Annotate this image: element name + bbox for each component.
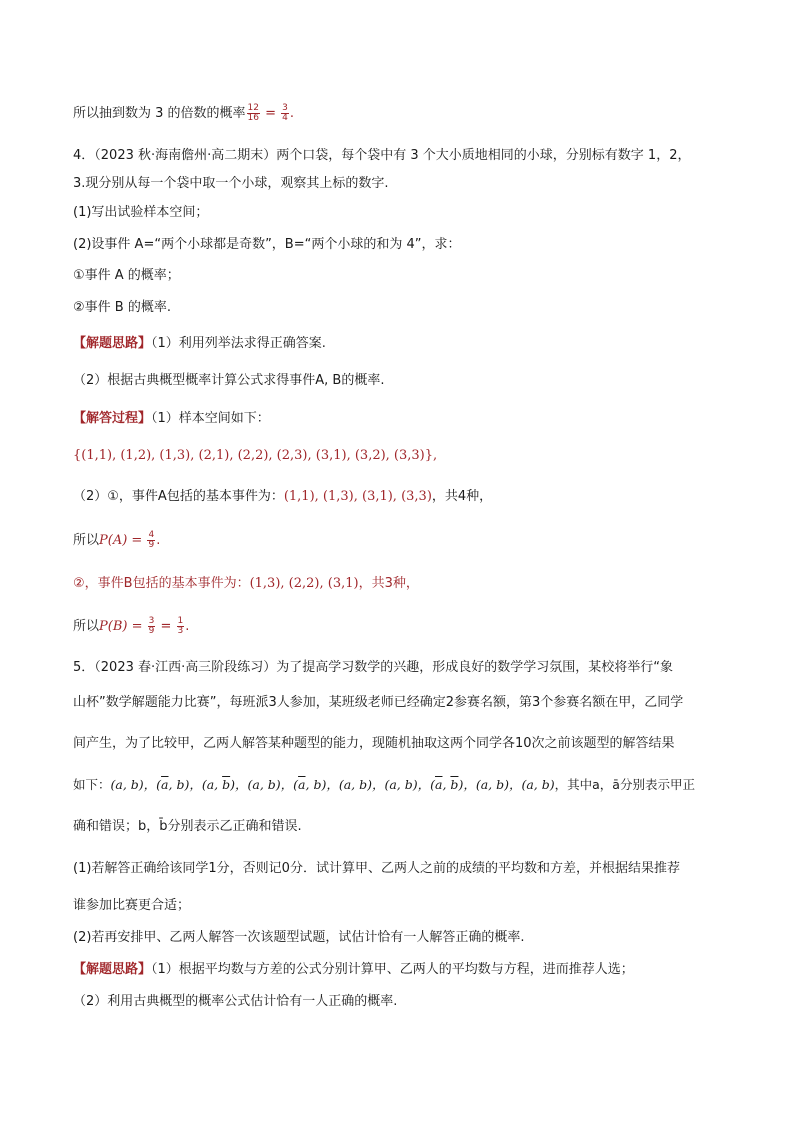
probability-a-line: 所以P(A) = $\frac{4}{9}$ . (73, 530, 161, 550)
fraction-1-3: $\frac{1}{3}$ (177, 616, 184, 636)
q5-solution-idea-2: （2）利用古典概型的概率公式估计恰有一人正确的概率. (73, 994, 398, 1009)
fraction-12-16: $\frac{12}{16}$ (247, 103, 259, 123)
fraction-3-4: $\frac{3}{4}$ (282, 103, 288, 123)
q4-part-2-a: ①事件 A 的概率； (73, 268, 180, 283)
solution-process-tag: 【解答过程】 (73, 411, 152, 426)
probability-b-line: 所以P(B) = $\frac{3}{9}$ = $\frac{1}{3}$ . (73, 616, 190, 636)
q5-part-2: (2)若再安排甲、乙两人解答一次该题型试题，试估计恰有一人解答正确的概率. (73, 930, 525, 945)
q5-stem-line-2: 山杯”数学解题能力比赛”，每班派3人参加，某班级老师已经确定2参赛名额，第3个参赛名额在甲，乙同学 (73, 695, 684, 710)
q4-solution-process-1: 【解答过程】（1）样本空间如下： (73, 411, 270, 426)
q5-stem-line-1: 5．（2023 春·江西·高三阶段练习）为了提高学习数学的兴趣，形成良好的数学学习氛围，某校将举行“象 (73, 660, 673, 675)
q4-solution-idea-1: 【解题思路】（1）利用列举法求得正确答案. (73, 336, 326, 351)
solution-idea-tag: 【解题思路】 (73, 336, 152, 351)
q4-part-2: (2)设事件 A=“两个小球都是奇数”，B=“两个小球的和为 4”，求： (73, 237, 461, 252)
q5-part-1-line-1: (1)若解答正确给该同学1分，否则记0分．试计算甲、乙两人之前的成绩的平均数和方差，并根据结果推荐 (73, 861, 680, 876)
solution-idea-tag: 【解题思路】 (73, 962, 152, 977)
q4-solution-idea-2: （2）根据古典概型概率计算公式求得事件A, B的概率. (73, 373, 385, 388)
event-b-list: (1,3), (2,2), (3,1) (249, 576, 359, 591)
q5-stem-line-3: 间产生，为了比较甲，乙两人解答某种题型的能力，现随机抽取这两个同学各10次之前该题型的解答结果 (73, 736, 675, 751)
event-b-line: ②，事件B包括的基本事件为：(1,3), (2,2), (3,1)，共3种， (73, 576, 419, 591)
fraction-4-9: $\frac{4}{9}$ (148, 530, 155, 550)
probability-conclusion-line: 所以抽到数为 3 的倍数的概率 $\frac{12}{16}$ = $\frac{3}{4}$ . (73, 103, 295, 123)
sample-space: {(1,1), (1,2), (1,3), (2,1), (2,2), (2,3), (3,1), (3,2), (3,3)}, (73, 448, 438, 463)
q5-results-line: 如下：(a, b)，($\overline{a}$, b)，(a, $\overline{b}$)，(a, b)，($\overline{a}$, b)，(a, b)，(a, b)，($\overline{a}$, $\overline{b}$)，(a, b)，(a, b)，其中a，ā分别表示甲正 (73, 777, 695, 792)
fraction-3-9: $\frac{3}{9}$ (148, 616, 155, 636)
q4-stem-line-1: 4．（2023 秋·海南儋州·高二期末）两个口袋，每个袋中有 3 个大小质地相同的小球，分别标有数字 1，2， (73, 148, 691, 163)
q5-solution-idea-1: 【解题思路】（1）根据平均数与方差的公式分别计算甲、乙两人的平均数与方程，进而推荐人选； (73, 962, 634, 977)
conclusion-text: 所以抽到数为 3 的倍数的概率 (73, 106, 246, 121)
q4-stem-line-2: 3.现分别从每一个袋中取一个小球，观察其上标的数字. (73, 176, 389, 191)
q5-part-1-line-2: 谁参加比赛更合适； (73, 898, 191, 913)
q4-part-1: (1)写出试验样本空间； (73, 205, 209, 220)
results-sequence: (a, b)，($\overline{a}$, b)，(a, $\overline{b}$)，(a, b)，($\overline{a}$, b)，(a, b)，(a, b)，($\overline{a}$, $\overline{b}$)，(a, b)，(a, b) (110, 777, 555, 792)
event-a-line: （2）①，事件A包括的基本事件为：(1,1), (1,3), (3,1), (3,3)，共4种， (73, 489, 493, 504)
q5-stem-line-5: 确和错误；b，b̄分别表示乙正确和错误. (73, 819, 302, 834)
q4-part-2-b: ②事件 B 的概率. (73, 300, 171, 315)
event-a-list: (1,1), (1,3), (3,1), (3,3) (283, 489, 432, 504)
